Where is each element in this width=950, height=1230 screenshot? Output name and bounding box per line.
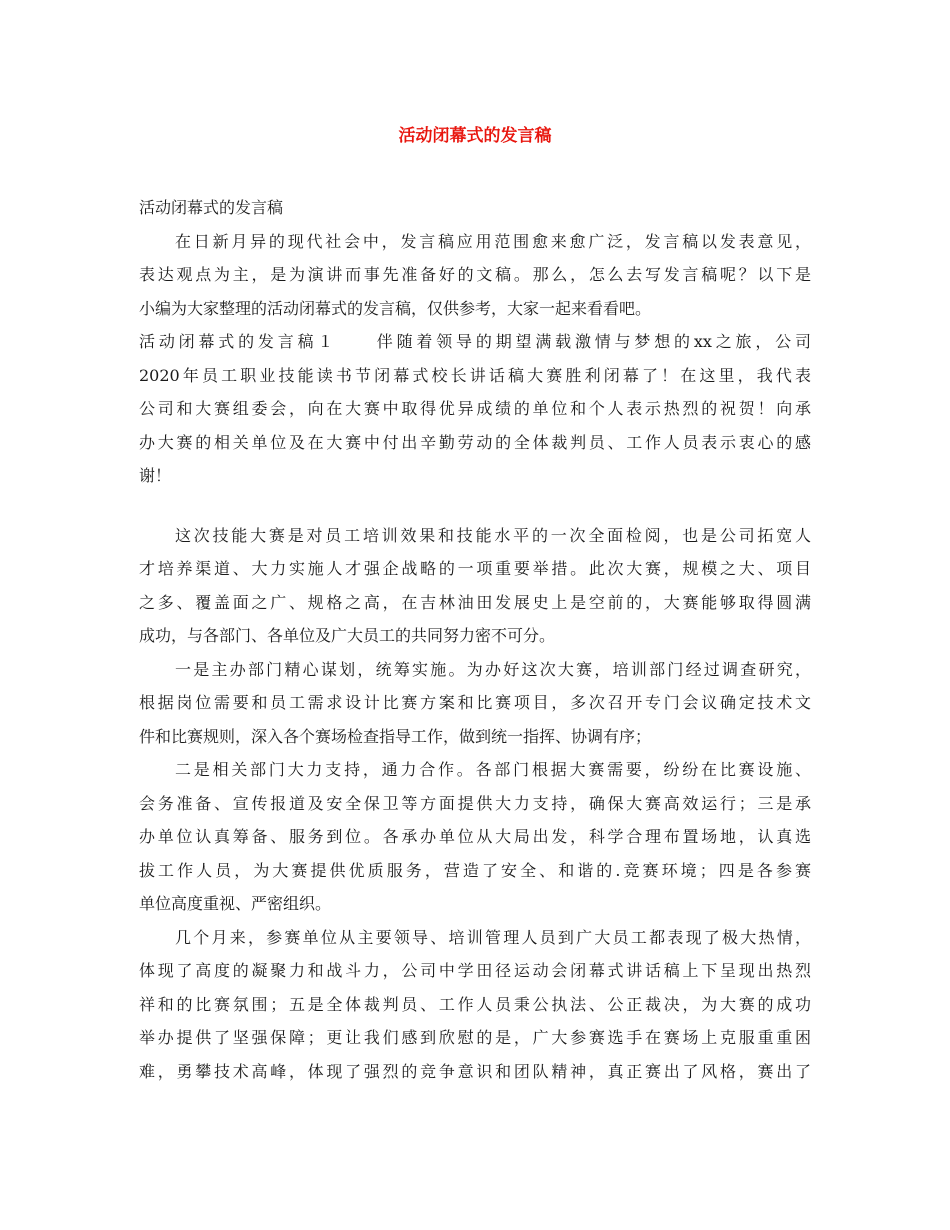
paragraph-line: 活动闭幕式的发言稿１ 伴随着领导的期望满载激情与梦想的xx之旅，公司 [139, 332, 811, 351]
paragraph-line: 举办提供了坚强保障；更让我们感到欣慰的是，广大参赛选手在赛场上克服重重困 [139, 1028, 811, 1047]
body-heading: 活动闭幕式的发言稿 [139, 198, 284, 217]
paragraph-gap [139, 493, 811, 519]
paragraph-line: 拔工作人员，为大赛提供优质服务，营造了安全、和谐的.竞赛环境；四是各参赛 [139, 860, 811, 880]
document-title: 活动闭幕式的发言稿 [398, 126, 552, 146]
paragraph-line: 在日新月异的现代社会中，发言稿应用范围愈来愈广泛，发言稿以发表意见， [175, 231, 811, 251]
paragraph-line: 表达观点为主，是为演讲而事先准备好的文稿。那么，怎么去写发言稿呢？以下是 [139, 265, 811, 284]
document-body [139, 191, 811, 1088]
paragraph-line: 体现了高度的凝聚力和战斗力，公司中学田径运动会闭幕式讲话稿上下呈现出热烈 [139, 961, 811, 980]
paragraph-line: 小编为大家整理的活动闭幕式的发言稿，仅供参考，大家一起来看看吧。 [139, 298, 652, 318]
paragraph-line: 办单位认真筹备、服务到位。各承办单位从大局出发，科学合理布置场地，认真选 [139, 827, 811, 846]
paragraph-line: 一是主办部门精心谋划，统筹实施。为办好这次大赛，培训部门经过调查研究， [175, 659, 811, 679]
paragraph-line: 难，勇攀技术高峰，体现了强烈的竞争意识和团队精神，真正赛出了风格，赛出了 [139, 1061, 811, 1081]
paragraph-line: 单位高度重视、严密组织。 [139, 894, 332, 913]
paragraph-line: 成功，与各部门、各单位及广大员工的共同努力密不可分。 [139, 626, 556, 645]
paragraph-line: 公司和大赛组委会，向在大赛中取得优异成绩的单位和个人表示热烈的祝贺！向承 [139, 399, 811, 418]
paragraph-line: 二是相关部门大力支持，通力合作。各部门根据大赛需要，纷纷在比赛设施、 [175, 760, 811, 779]
paragraph-line: 祥和的比赛氛围；五是全体裁判员、工作人员秉公执法、公正裁决，为大赛的成功 [139, 994, 811, 1014]
paragraph-line: 才培养渠道、大力实施人才强企战略的一项重要举措。此次大赛，规模之大、项目 [139, 559, 811, 578]
paragraph-line: 这次技能大赛是对员工培训效果和技能水平的一次全面检阅，也是公司拓宽人 [175, 525, 811, 545]
paragraph-line: 办大赛的相关单位及在大赛中付出辛勤劳动的全体裁判员、工作人员表示衷心的感 [139, 432, 811, 452]
paragraph-line: 之多、覆盖面之广、规格之高，在吉林油田发展史上是空前的，大赛能够取得圆满 [139, 592, 811, 612]
paragraph-line: 几个月来，参赛单位从主要领导、培训管理人员到广大员工都表现了极大热情， [175, 927, 811, 947]
paragraph-line: 会务准备、宣传报道及安全保卫等方面提供大力支持，确保大赛高效运行；三是承 [139, 793, 811, 813]
paragraph-line: 2020年员工职业技能读书节闭幕式校长讲话稿大赛胜利闭幕了！在这里，我代表 [139, 365, 811, 385]
paragraph-line: 谢！ [139, 466, 172, 485]
paragraph-line: 件和比赛规则，深入各个赛场检查指导工作，做到统一指挥、协调有序； [139, 726, 652, 746]
paragraph-line: 根据岗位需要和员工需求设计比赛方案和比赛项目，多次召开专门会议确定技术文 [139, 693, 811, 712]
